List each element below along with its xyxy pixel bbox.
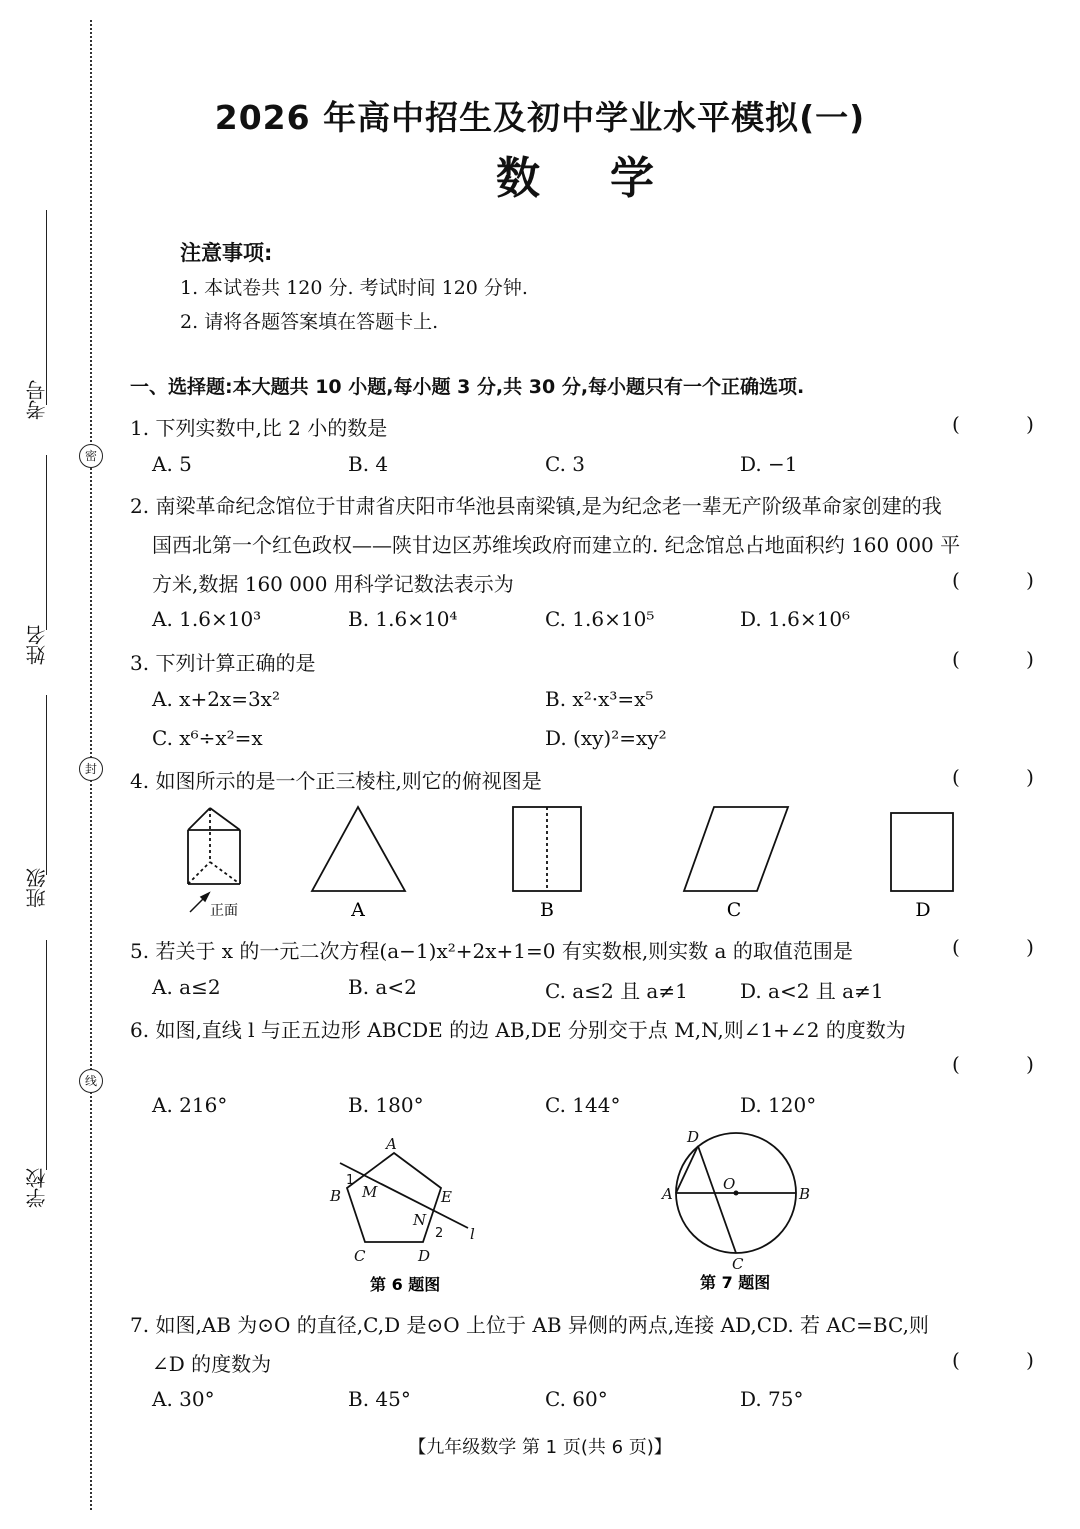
page-footer: 【九年级数学 第 1 页(共 6 页)】 [408, 1437, 672, 1458]
q4-option-a-letter: A [351, 899, 365, 921]
notice-item-2: 2. 请将各题答案填在答题卡上. [180, 311, 439, 333]
option-b-rectangle [513, 807, 581, 891]
label-name: 姓名 [25, 625, 49, 665]
q1-option-b: B. 4 [348, 452, 389, 476]
circle-label-d: D [687, 1128, 700, 1146]
front-label: 正面 [210, 903, 238, 919]
q6-option-b: B. 180° [348, 1093, 424, 1117]
q2-answer-paren: ( ) [952, 568, 1064, 592]
pentagon-label-m: M [362, 1183, 378, 1201]
q1-stem: 1. 下列实数中,比 2 小的数是 [130, 416, 388, 440]
q3-option-a: A. x+2x=3x² [152, 687, 280, 711]
q5-option-d: D. a<2 且 a≠1 [740, 979, 884, 1003]
q3-answer-paren: ( ) [952, 647, 1064, 671]
q1-option-d: D. −1 [740, 452, 798, 476]
q7-answer-paren: ( ) [952, 1348, 1064, 1372]
exam-title: 2026 年高中招生及初中学业水平模拟(一) [214, 98, 866, 137]
q4-option-d-letter: D [915, 899, 931, 921]
name-line [46, 455, 47, 630]
pentagon-label-a: A [386, 1135, 397, 1153]
q4-stem: 4. 如图所示的是一个正三棱柱,则它的俯视图是 [130, 769, 542, 793]
pentagon-angle-1: 1 [346, 1173, 355, 1188]
school-line [46, 940, 47, 1170]
q2-option-d: D. 1.6×10⁶ [740, 607, 851, 631]
front-arrow-icon [190, 893, 209, 912]
option-c-parallelogram [684, 807, 788, 891]
q7-option-a: A. 30° [152, 1387, 215, 1411]
q7-figure-caption: 第 7 题图 [700, 1273, 771, 1292]
q4-answer-paren: ( ) [952, 765, 1064, 789]
q4-option-b-letter: B [540, 899, 554, 921]
seal-xian: 线 [79, 1069, 103, 1093]
seal-feng: 封 [79, 757, 103, 781]
circle-label-o: O [723, 1175, 736, 1193]
label-school: 学校 [25, 1168, 49, 1208]
q2-stem-line-1: 2. 南梁革命纪念馆位于甘肃省庆阳市华池县南梁镇,是为纪念老一辈无产阶级革命家创建的我 [130, 494, 942, 518]
q1-option-a: A. 5 [152, 452, 192, 476]
q6-option-d: D. 120° [740, 1093, 817, 1117]
option-a-triangle [312, 807, 405, 891]
q6-q7-figures [320, 1125, 840, 1300]
q6-option-a: A. 216° [152, 1093, 228, 1117]
pentagon-label-b: B [330, 1187, 342, 1205]
exam-number-line [46, 210, 47, 405]
label-class: 班级 [25, 868, 49, 908]
option-d-rectangle [891, 813, 953, 891]
q3-option-b: B. x²·x³=x⁵ [545, 687, 654, 711]
pentagon-label-d: D [418, 1247, 431, 1265]
q7-stem-line-1: 7. 如图,AB 为⊙O 的直径,C,D 是⊙O 上位于 AB 异侧的两点,连接 AD,CD. 若 AC=BC,则 [130, 1313, 929, 1337]
section-heading: 一、选择题:本大题共 10 小题,每小题 3 分,共 30 分,每小题只有一个正确选项. [130, 376, 805, 398]
pentagon-label-c: C [354, 1247, 366, 1265]
q5-option-a: A. a≤2 [152, 975, 221, 999]
q6-figure-caption: 第 6 题图 [370, 1275, 441, 1294]
q3-stem: 3. 下列计算正确的是 [130, 651, 316, 675]
q5-answer-paren: ( ) [952, 935, 1064, 959]
pentagon-label-n: N [413, 1211, 427, 1229]
notice-item-1: 1. 本试卷共 120 分. 考试时间 120 分钟. [180, 277, 528, 299]
circle-label-a: A [662, 1185, 673, 1203]
q4-figures [180, 800, 980, 925]
q3-option-c: C. x⁶÷x²=x [152, 726, 263, 750]
notice-heading: 注意事项: [180, 241, 273, 265]
q2-option-b: B. 1.6×10⁴ [348, 607, 458, 631]
pentagon-label-l: l [470, 1225, 475, 1243]
q3-option-d: D. (xy)²=xy² [545, 726, 667, 750]
q4-option-c-letter: C [726, 899, 742, 921]
q7-option-d: D. 75° [740, 1387, 804, 1411]
q2-option-c: C. 1.6×10⁵ [545, 607, 655, 631]
circle-label-b: B [799, 1185, 811, 1203]
q2-stem-line-2: 国西北第一个红色政权——陕甘边区苏维埃政府而建立的. 纪念馆总占地面积约 160 000 平 [152, 533, 961, 557]
q6-answer-paren: ( ) [952, 1052, 1064, 1076]
label-exam-number: 考号 [25, 380, 49, 420]
subject-title: 数学 [496, 153, 724, 204]
q7-option-c: C. 60° [545, 1387, 608, 1411]
triangular-prism-figure [188, 808, 240, 884]
q1-option-c: C. 3 [545, 452, 586, 476]
q6-stem: 6. 如图,直线 l 与正五边形 ABCDE 的边 AB,DE 分别交于点 M,N,则∠1+∠2 的度数为 [130, 1018, 906, 1042]
q2-stem-line-3: 方米,数据 160 000 用科学记数法表示为 [152, 572, 514, 596]
seal-mi: 密 [79, 444, 103, 468]
q5-stem: 5. 若关于 x 的一元二次方程(a−1)x²+2x+1=0 有实数根,则实数 a 的取值范围是 [130, 939, 853, 963]
q2-option-a: A. 1.6×10³ [152, 607, 262, 631]
q1-answer-paren: ( ) [952, 412, 1064, 436]
q6-option-c: C. 144° [545, 1093, 621, 1117]
circle-label-c: C [732, 1255, 744, 1273]
q7-stem-line-2: ∠D 的度数为 [152, 1352, 272, 1376]
q7-option-b: B. 45° [348, 1387, 411, 1411]
pentagon-angle-2: 2 [435, 1226, 444, 1241]
pentagon-label-e: E [441, 1188, 452, 1206]
q5-option-b: B. a<2 [348, 975, 417, 999]
q5-option-c: C. a≤2 且 a≠1 [545, 979, 688, 1003]
class-line [46, 695, 47, 875]
